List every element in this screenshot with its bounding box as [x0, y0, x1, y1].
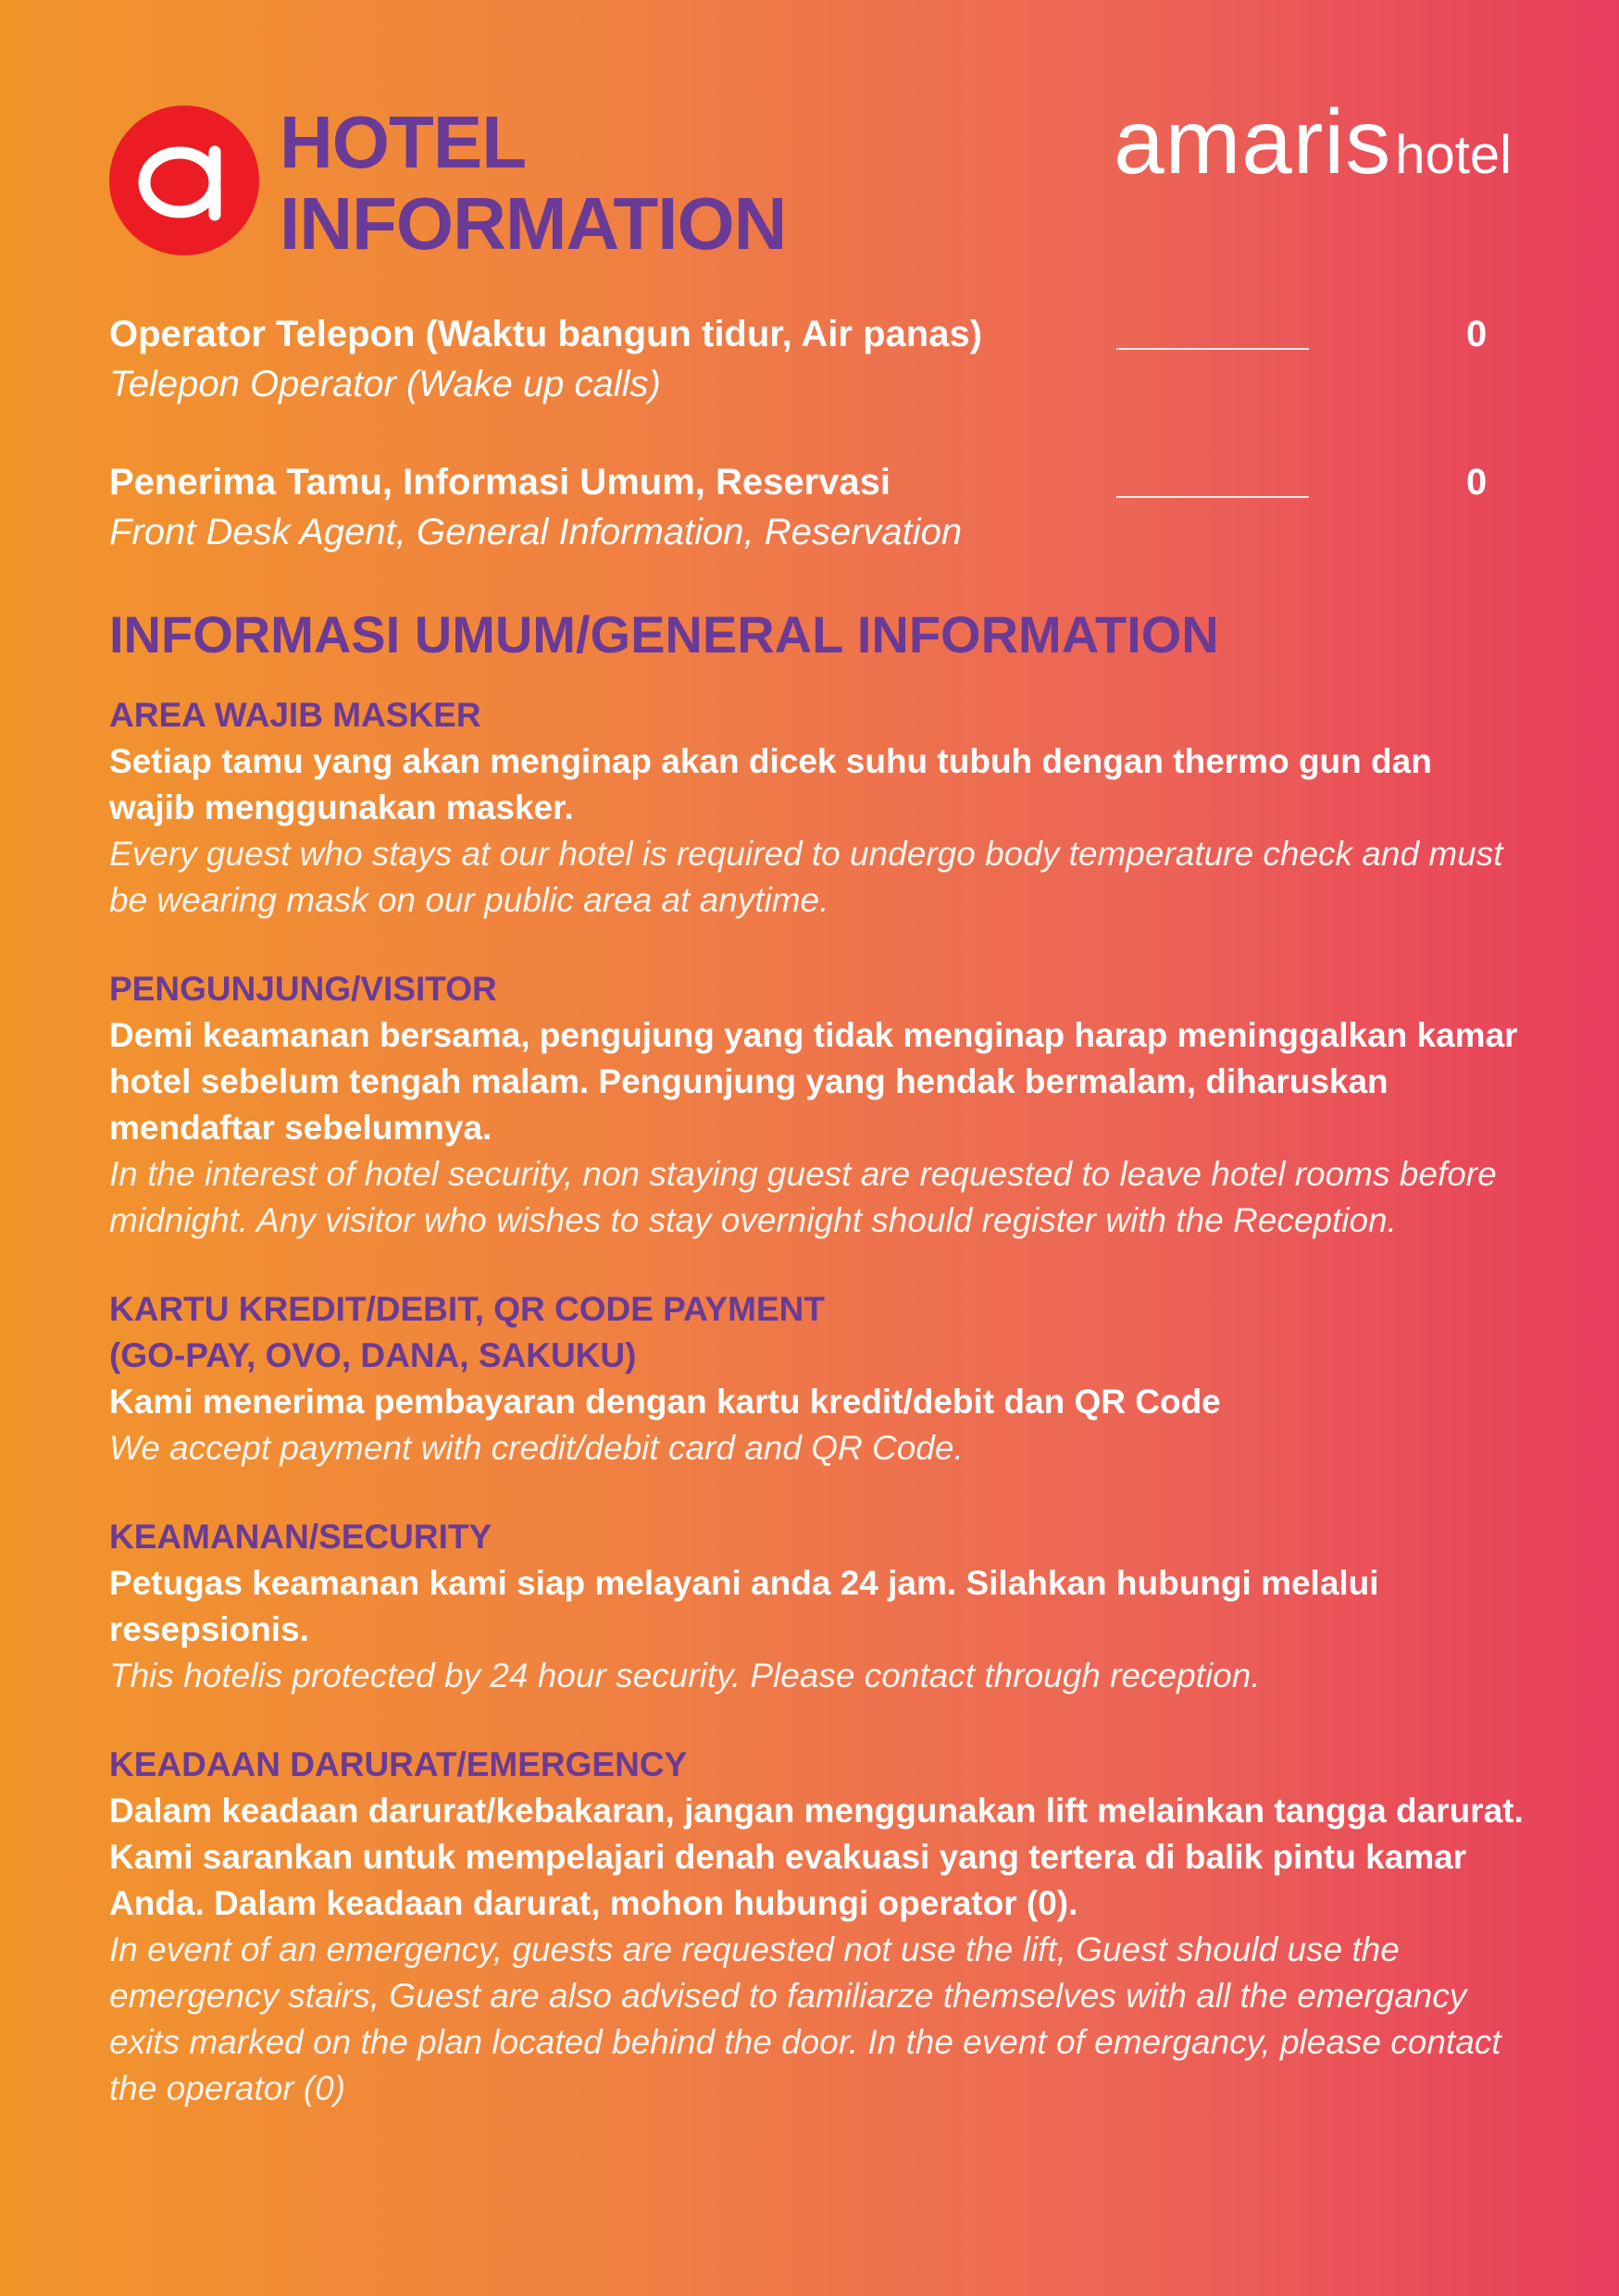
- section-body: Demi keamanan bersama, pengujung yang tidak menginap harap meninggalkan kamar hotel sebelum tengah malam. Pengunjung yang hendak bermalam, diharuskan mendaftar sebelumnya.: [109, 1016, 1518, 1147]
- section-body-en: In event of an emergency, guests are requested not use the lift, Guest should use the emergency stairs, Guest are also advised to familiarze themselves with all the emergancy exits marked on the plan located behind the door. In the event of emergancy, please contact the operator (0): [109, 1930, 1501, 2107]
- brand-name: amaris: [1114, 91, 1392, 192]
- section-body-en: We accept payment with credit/debit card and QR Code.: [109, 1429, 964, 1467]
- dotted-leader: [1116, 496, 1309, 498]
- section-body: Setiap tamu yang akan menginap akan dicek suhu tubuh dengan thermo gun dan wajib menggunakan masker.: [109, 742, 1432, 826]
- section-title: AREA WAJIB MASKER: [109, 696, 481, 734]
- section-title-line-2: (GO-PAY, OVO, DANA, SAKUKU): [109, 1336, 637, 1374]
- brand-sub: hotel: [1395, 125, 1512, 185]
- amaris-hotel-wordmark: [1114, 91, 1512, 192]
- section-title: KARTU KREDIT/DEBIT, QR CODE PAYMENT: [109, 1290, 825, 1328]
- section-body-en: Every guest who stays at our hotel is required to undergo body temperature check and must be wearing mask on our public area at anytime.: [109, 835, 1503, 919]
- contact-extension: 0: [1466, 462, 1488, 503]
- section-payment: [109, 1286, 1526, 1471]
- section-body-en: In the interest of hotel security, non staying guest are requested to leave hotel rooms before midnight. Any visitor who wishes to stay overnight should register with the Reception.: [109, 1155, 1497, 1239]
- dotted-leader: [1116, 348, 1309, 350]
- section-body-en: This hotelis protected by 24 hour security. Please contact through reception.: [109, 1657, 1261, 1694]
- contact-label-en: Front Desk Agent, General Information, Reservation: [109, 512, 963, 552]
- page-title-line-1: HOTEL: [280, 101, 527, 183]
- contact-label: Operator Telepon (Waktu bangun tidur, Air panas): [109, 314, 983, 354]
- general-information-heading: INFORMASI UMUM/GENERAL INFORMATION: [109, 605, 1219, 664]
- section-body: Petugas keamanan kami siap melayani anda 24 jam. Silahkan hubungi melalui resepsionis.: [109, 1564, 1379, 1648]
- general-information-sections: [109, 692, 1526, 2154]
- contact-label: Penerima Tamu, Informasi Umum, Reservasi: [109, 462, 891, 503]
- contact-extension: 0: [1466, 314, 1488, 354]
- section-visitor: [109, 966, 1526, 1244]
- section-security: [109, 1514, 1526, 1699]
- contact-row-front-desk: [109, 457, 1488, 557]
- section-mask-area: [109, 692, 1526, 924]
- page-title-line-2: INFORMATION: [280, 182, 787, 265]
- section-body: Dalam keadaan darurat/kebakaran, jangan menggunakan lift melainkan tangga darurat. Kami sarankan untuk mempelajari denah evakuasi yang tertera di balik pintu kamar Anda. Dalam keadaan darurat, mohon hubungi operator (0).: [109, 1792, 1524, 1922]
- section-title: KEAMANAN/SECURITY: [109, 1518, 492, 1556]
- contact-label-en: Telepon Operator (Wake up calls): [109, 364, 661, 404]
- section-title: KEADAAN DARURAT/EMERGENCY: [109, 1745, 688, 1783]
- section-emergency: [109, 1742, 1526, 2112]
- section-title: PENGUNJUNG/VISITOR: [109, 970, 497, 1008]
- amaris-logo-icon: [109, 105, 259, 255]
- contact-row-operator: [109, 309, 1488, 409]
- page-title: [280, 102, 786, 265]
- section-body: Kami menerima pembayaran dengan kartu kredit/debit dan QR Code: [109, 1383, 1221, 1421]
